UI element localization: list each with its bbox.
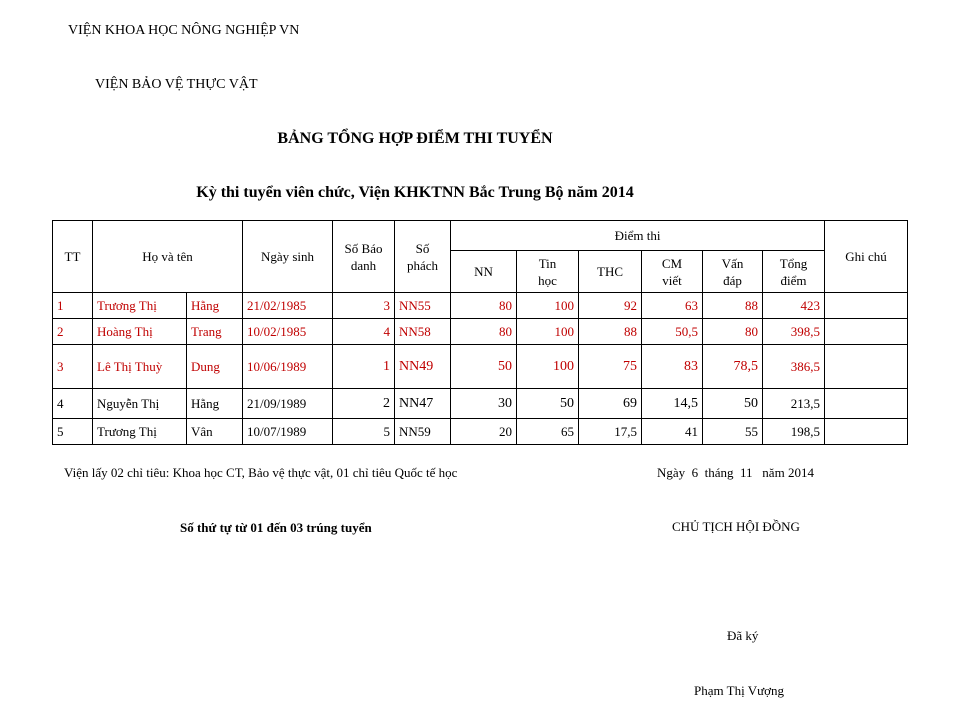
cell-note — [825, 319, 908, 345]
cell-tong: 398,5 — [763, 319, 825, 345]
cell-ten: Hằng — [187, 293, 243, 319]
header-dob: Ngày sinh — [243, 221, 333, 293]
cell-ten: Dung — [187, 345, 243, 389]
cell-cm: 63 — [642, 293, 703, 319]
cell-vd: 55 — [703, 419, 763, 445]
cell-note — [825, 419, 908, 445]
cell-phach: NN55 — [395, 293, 451, 319]
cell-tt: 4 — [53, 389, 93, 419]
cell-nn: 80 — [451, 319, 517, 345]
cell-cm: 14,5 — [642, 389, 703, 419]
cell-thc: 69 — [579, 389, 642, 419]
header-phach — [395, 221, 451, 293]
header-van-dap — [703, 251, 763, 293]
cell-phach: NN58 — [395, 319, 451, 345]
header-tong-line2: điểm — [780, 272, 807, 288]
cell-tin: 65 — [517, 419, 579, 445]
cell-nn: 20 — [451, 419, 517, 445]
cell-ten: Hằng — [187, 389, 243, 419]
table-row — [53, 389, 908, 419]
header-tong-line1: Tổng — [779, 255, 808, 271]
cell-sbd: 5 — [333, 419, 395, 445]
table-row — [53, 419, 908, 445]
header-cm-line1: CM — [661, 255, 683, 271]
cell-dob: 10/02/1985 — [243, 319, 333, 345]
header-note: Ghi chú — [825, 221, 908, 293]
cell-cm: 50,5 — [642, 319, 703, 345]
admission-note: Số thứ tự từ 01 đến 03 trúng tuyển — [180, 520, 372, 535]
cell-dob: 21/09/1989 — [243, 389, 333, 419]
document-date: Ngày 6 tháng 11 năm 2014 — [657, 465, 814, 480]
table-row — [53, 319, 908, 345]
cell-thc: 88 — [579, 319, 642, 345]
header-phach-line2: phách — [406, 257, 439, 273]
institute-name: VIỆN KHOA HỌC NÔNG NGHIỆP VN — [68, 23, 300, 38]
header-tin-line2: học — [538, 272, 557, 288]
chair-title: CHỦ TỊCH HỘI ĐỒNG — [672, 519, 800, 534]
signed-mark: Đã ký — [727, 628, 759, 643]
cell-tt: 5 — [53, 419, 93, 445]
header-phach-line1: Số — [415, 240, 430, 256]
cell-ten: Trang — [187, 319, 243, 345]
header-sbd-line1: Số Báo — [344, 240, 383, 256]
cell-tin: 50 — [517, 389, 579, 419]
cell-tong: 423 — [763, 293, 825, 319]
cell-cm: 41 — [642, 419, 703, 445]
cell-tt: 1 — [53, 293, 93, 319]
cell-cm: 83 — [642, 345, 703, 389]
header-diem-thi: Điểm thi — [451, 221, 825, 251]
cell-tt: 3 — [53, 345, 93, 389]
header-sbd — [333, 221, 395, 293]
cell-tin: 100 — [517, 293, 579, 319]
cell-tt: 2 — [53, 319, 93, 345]
cell-thc: 17,5 — [579, 419, 642, 445]
cell-ho: Trương Thị — [93, 293, 187, 319]
header-sbd-line2: danh — [350, 257, 377, 273]
cell-note — [825, 293, 908, 319]
cell-sbd: 4 — [333, 319, 395, 345]
header-vd-line2: đáp — [723, 272, 742, 288]
cell-thc: 75 — [579, 345, 642, 389]
score-table — [52, 220, 908, 445]
cell-ho: Lê Thị Thuỳ — [93, 345, 187, 389]
cell-tong: 213,5 — [763, 389, 825, 419]
cell-ten: Vân — [187, 419, 243, 445]
cell-nn: 50 — [451, 345, 517, 389]
cell-phach: NN49 — [395, 345, 451, 389]
header-tin-line1: Tin — [538, 255, 557, 271]
cell-nn: 80 — [451, 293, 517, 319]
cell-ho: Hoàng Thị — [93, 319, 187, 345]
cell-vd: 80 — [703, 319, 763, 345]
cell-tong: 198,5 — [763, 419, 825, 445]
cell-thc: 92 — [579, 293, 642, 319]
cell-phach: NN59 — [395, 419, 451, 445]
cell-note — [825, 389, 908, 419]
cell-note — [825, 345, 908, 389]
cell-sbd: 3 — [333, 293, 395, 319]
header-vd-line1: Vấn — [721, 255, 744, 271]
table-row — [53, 345, 908, 389]
header-tin-hoc — [517, 251, 579, 293]
cell-tin: 100 — [517, 319, 579, 345]
cell-vd: 78,5 — [703, 345, 763, 389]
cell-sbd: 1 — [333, 345, 395, 389]
signer-name: Phạm Thị Vượng — [694, 683, 785, 698]
header-cm-viet — [642, 251, 703, 293]
cell-ho: Trương Thị — [93, 419, 187, 445]
sub-institute-name: VIỆN BẢO VỆ THỰC VẬT — [95, 77, 258, 92]
cell-dob: 10/06/1989 — [243, 345, 333, 389]
document-subtitle: Kỳ thi tuyển viên chức, Viện KHKTNN Bắc Trung Bộ năm 2014 — [196, 184, 634, 201]
header-tt: TT — [53, 221, 93, 293]
header-cm-line2: viết — [662, 272, 682, 288]
cell-tin: 100 — [517, 345, 579, 389]
cell-sbd: 2 — [333, 389, 395, 419]
cell-tong: 386,5 — [763, 345, 825, 389]
header-name: Họ và tên — [93, 221, 243, 293]
cell-phach: NN47 — [395, 389, 451, 419]
cell-nn: 30 — [451, 389, 517, 419]
cell-dob: 21/02/1985 — [243, 293, 333, 319]
quota-note: Viện lấy 02 chỉ tiêu: Khoa học CT, Bảo vệ thực vật, 01 chỉ tiêu Quốc tế học — [64, 465, 458, 480]
header-tong-diem — [763, 251, 825, 293]
table-row — [53, 293, 908, 319]
cell-dob: 10/07/1989 — [243, 419, 333, 445]
cell-vd: 88 — [703, 293, 763, 319]
cell-ho: Nguyễn Thị — [93, 389, 187, 419]
document-title: BẢNG TỔNG HỢP ĐIỂM THI TUYỂN — [277, 130, 553, 147]
header-nn: NN — [451, 251, 517, 293]
header-thc: THC — [579, 251, 642, 293]
cell-vd: 50 — [703, 389, 763, 419]
